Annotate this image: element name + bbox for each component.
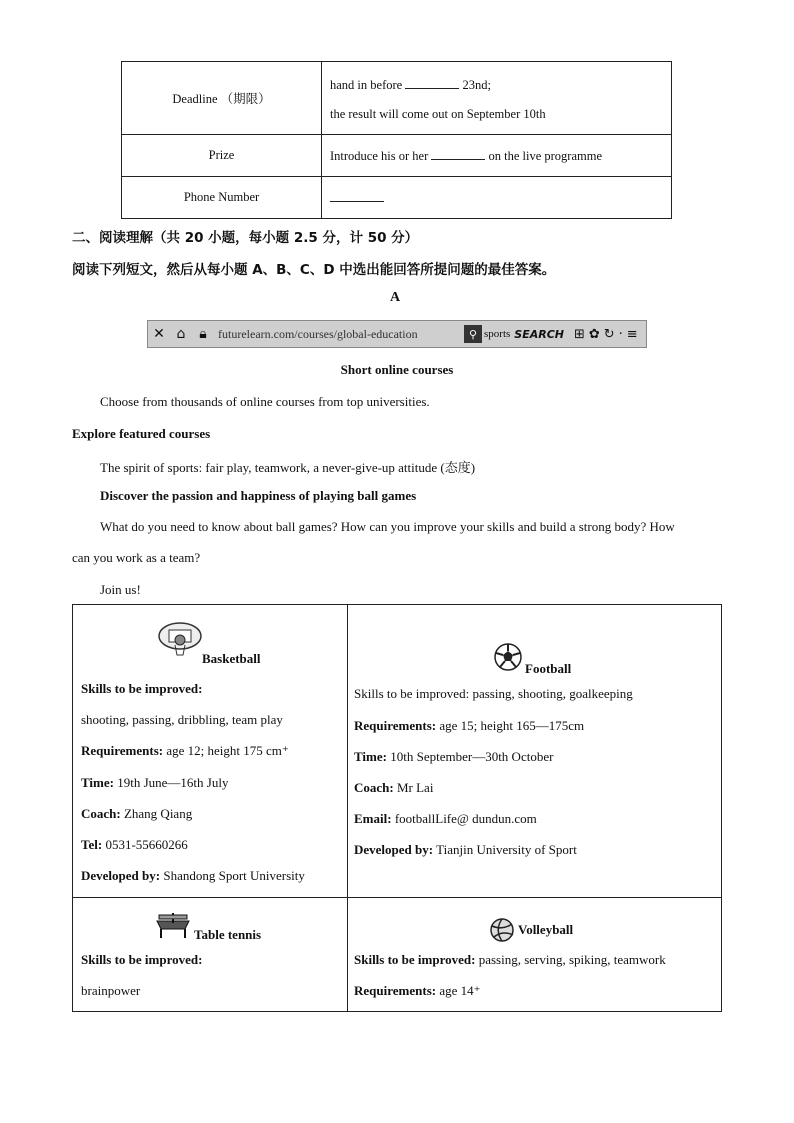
table-row <box>122 62 672 135</box>
basketball-coach: Zhang Qiang <box>123 806 193 821</box>
football-time: 10th September—30th October <box>390 749 554 764</box>
prize-value: Introduce his or her on the live programme <box>322 135 672 177</box>
search-input[interactable]: sports <box>484 328 511 340</box>
passage-letter: A <box>390 290 401 305</box>
football-icon <box>493 642 523 672</box>
football-skills: Skills to be improved: passing, shooting, goalkeeping <box>354 686 633 701</box>
basketball-tel: 0531-55660266 <box>105 837 188 852</box>
table-tennis-skills: brainpower <box>81 983 141 998</box>
divider <box>347 605 348 1011</box>
home-icon[interactable]: ⌂ <box>176 326 186 342</box>
explore-heading: Explore featured courses <box>72 426 211 441</box>
basketball-skills-label: Skills to be improved: <box>81 681 203 696</box>
divider <box>73 897 721 898</box>
football-requirements: age 15; height 165—175cm <box>439 718 585 733</box>
table-row <box>122 177 672 219</box>
deadline-line-1: hand in before 23nd; <box>330 77 491 92</box>
close-icon[interactable]: ✕ <box>153 326 165 342</box>
courses-grid: Basketball Skills to be improved: shooting, passing, dribbling, team play Requirements: age 12; height 175 cm⁺ Time: 19th June—16th July Coach: Zhang Qiang Tel: 0531-55660266 Developed by: Shandong Sport University Football Skills to be improved: passing, shooting, goalkeeping Requirements: age 15; height 165—175cm Time: 10th September—30th October Coach: Mr Lai Email: footballLife@ dundun.com Developed by: Tianjin University of Sport Table tennis Skills to be improved: brainpower Volleyball Skills to be improved: passing, serving, spiking, teamwork Requirements: age 14⁺ <box>72 604 722 1012</box>
basketball-hoop-icon <box>157 621 203 659</box>
section-heading: 二、阅读理解（共 20 小题，每小题 2.5 分，计 50 分） <box>72 230 419 246</box>
basketball-developer: Shandong Sport University <box>163 868 305 883</box>
spirit-text: The spirit of sports: fair play, teamwork, a never-give-up attitude (态度) <box>100 460 476 475</box>
answer-blank[interactable] <box>330 190 384 202</box>
url-field[interactable]: futurelearn.com/courses/global-education <box>218 326 418 341</box>
volleyball-requirements: age 14⁺ <box>439 983 481 998</box>
table-tennis-skills-label: Skills to be improved: <box>81 952 203 967</box>
volleyball-skills: passing, serving, spiking, teamwork <box>478 952 666 967</box>
football-title: Football <box>525 661 572 676</box>
basketball-skills: shooting, passing, dribbling, team play <box>81 712 283 727</box>
phone-label: Phone Number <box>122 177 322 219</box>
intro-text: Choose from thousands of online courses from top universities. <box>100 394 430 409</box>
basketball-title: Basketball <box>202 651 261 666</box>
table-tennis-title: Table tennis <box>194 927 262 942</box>
answer-blank[interactable] <box>405 77 459 89</box>
join-text: Join us! <box>100 582 141 597</box>
prize-label: Prize <box>122 135 322 177</box>
deadline-label: Deadline （期限） <box>122 62 322 135</box>
discover-heading: Discover the passion and happiness of playing ball games <box>100 488 417 503</box>
answer-blank[interactable] <box>431 148 485 160</box>
phone-value <box>322 177 672 219</box>
table-tennis-icon <box>155 909 191 939</box>
basketball-time: 19th June—16th July <box>117 775 229 790</box>
instruction: 阅读下列短文，然后从每小题 A、B、C、D 中选出能回答所提问题的最佳答案。 <box>72 262 556 278</box>
volleyball-title: Volleyball <box>518 922 574 937</box>
page-title: Short online courses <box>340 362 454 377</box>
lock-icon: 🔒︎ <box>199 326 207 342</box>
basketball-requirements: age 12; height 175 cm⁺ <box>166 743 289 758</box>
info-table <box>121 61 672 219</box>
question-line-1: What do you need to know about ball games? How can you improve your skills and build a strong body? How <box>100 519 675 534</box>
search-icon[interactable]: ⚲ <box>464 325 482 343</box>
question-line-2: can you work as a team? <box>72 550 201 565</box>
football-email[interactable]: footballLife@ dundun.com <box>394 811 537 826</box>
search-button[interactable]: SEARCH <box>514 327 564 341</box>
table-row <box>122 135 672 177</box>
football-coach: Mr Lai <box>396 780 434 795</box>
browser-bar <box>147 320 647 348</box>
deadline-line-2: the result will come out on September 10th <box>330 106 546 121</box>
football-developer: Tianjin University of Sport <box>436 842 577 857</box>
toolbar-icons[interactable]: ⊞✿↻·≡ <box>573 326 642 342</box>
volleyball-icon <box>489 917 515 943</box>
